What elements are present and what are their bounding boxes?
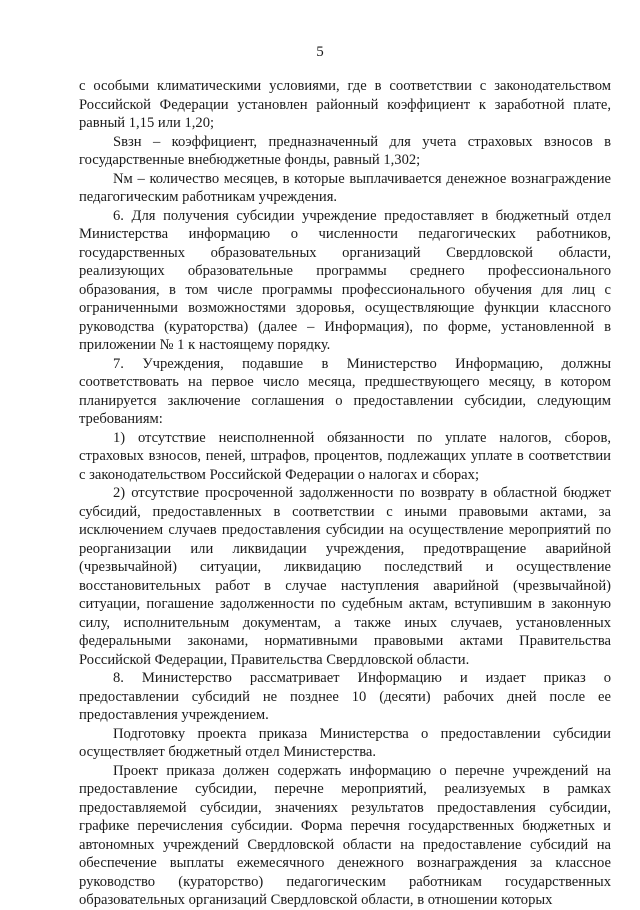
paragraph-order-content: Проект приказа должен содержать информацию о перечне учреждений на предоставление субсидии, перечне мероприятий, реализуемых в рамках предоставляемой субсидии, значениях результатов предоставления субсидии, графике перечисления субсидии. Форма перечня государственных бюджетных и автономных учреждений Свердловской области на предоставление субсидий на обеспечение выплаты ежемесячного денежного вознаграждения за классное руководство (кураторство) педагогическим работникам государственных образовательных организаций Свердловской области, в отношении которых	[79, 762, 611, 908]
paragraph-clause-8: 8. Министерство рассматривает Информацию и издает приказ о предоставлении субсидий не позднее 10 (десяти) рабочих дней после ее предоставления учреждением.	[79, 670, 611, 723]
paragraph-nm-definition: Nм – количество месяцев, в которые выплачивается денежное вознаграждение педагогическим работникам учреждения.	[79, 170, 611, 205]
paragraph-clause-6: 6. Для получения субсидии учреждение предоставляет в бюджетный отдел Министерства информацию о численности педагогических работников, государственных образовательных организаций Свердловской области, реализующих образовательные программы среднего профессионального образования, в том числе программы профессионального обучения для лиц с ограниченными возможностями здоровья, осуществляющие функции классного руководства (кураторства) (далее – Информация), по форме, установленной в приложении № 1 к настоящему порядку.	[79, 207, 611, 353]
paragraph-requirement-2: 2) отсутствие просроченной задолженности по возврату в областной бюджет субсидий, предоставленных в соответствии с иными правовыми актами, за исключением случаев предоставления субсидии на осуществление мероприятий по реорганизации или ликвидации учреждения, предотвращение аварийной (чрезвычайной) ситуации, ликвидацию последствий и осуществление восстановительных работ в случае наступления аварийной (чрезвычайной) ситуации, погашение задолженности по судебным актам, вступившим в законную силу, исполнительным документам, а также иных случаев, установленных федеральными законами, нормативными правовыми актами Правительства Российской Федерации, Правительства Свердловской области.	[79, 485, 611, 668]
page-number: 5	[316, 44, 324, 60]
paragraph-order-preparation: Подготовку проекта приказа Министерства о предоставлении субсидии осуществляет бюджетный отдел Министерства.	[79, 725, 611, 760]
paragraph-continuation: с особыми климатическими условиями, где в соответствии с законодательством Российской Федерации установлен районный коэффициент к заработной плате, равный 1,15 или 1,20;	[79, 78, 611, 131]
paragraph-clause-7: 7. Учреждения, подавшие в Министерство Информацию, должны соответствовать на первое число месяца, предшествующего месяцу, в котором планируется заключение соглашения о предоставлении субсидии, следующим требованиям:	[79, 355, 611, 427]
document-body	[79, 77, 611, 910]
paragraph-svzn-definition: Sвзн – коэффициент, предназначенный для учета страховых взносов в государственные внебюджетные фонды, равный 1,302;	[79, 133, 611, 168]
paragraph-requirement-1: 1) отсутствие неисполненной обязанности по уплате налогов, сборов, страховых взносов, пеней, штрафов, процентов, подлежащих уплате в соответствии с законодательством Российской Федерации о налогах и сборах;	[79, 429, 611, 483]
